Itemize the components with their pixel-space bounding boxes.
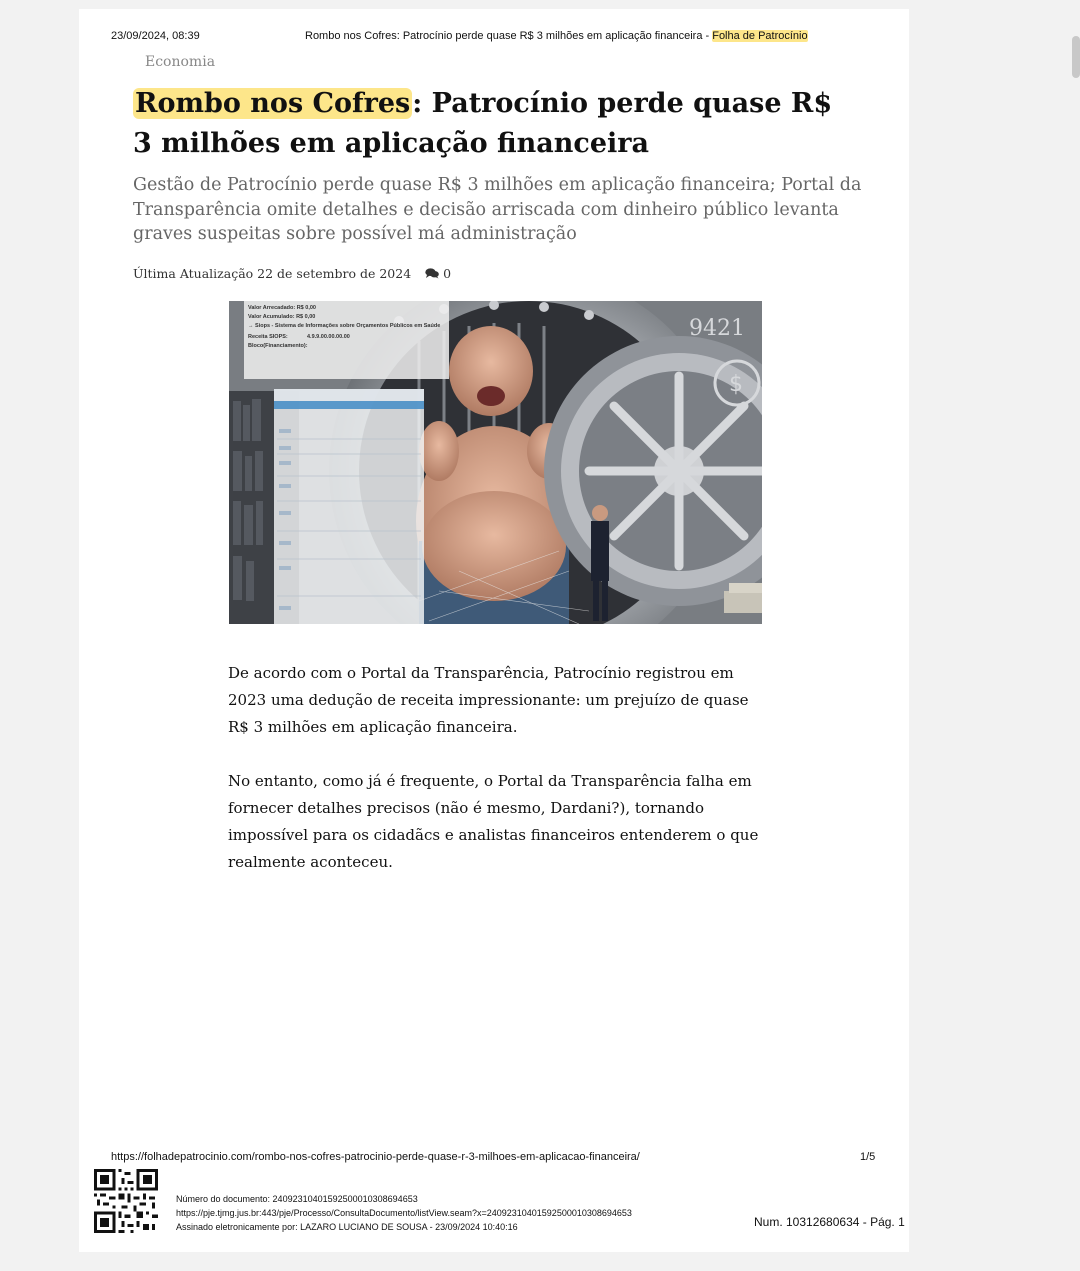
- vault-label: 9421: [689, 316, 745, 341]
- document-number: Número do documento: 24092310401592500010308694653: [176, 1194, 418, 1204]
- hero-illustration: [229, 301, 762, 624]
- article-meta: [133, 266, 451, 281]
- overlay-line-6: Bloco(Financiamento):: [248, 343, 308, 349]
- overlay-line-5: 4.9.9.00.00.00.00: [307, 334, 350, 340]
- overlay-line-1: Valor Arrecadado: R$ 0,00: [248, 305, 316, 311]
- print-site-name: Folha de Patrocínio: [712, 30, 808, 42]
- article-body: [228, 660, 768, 903]
- page-counter: 1/5: [860, 1151, 876, 1163]
- paragraph: De acordo com o Portal da Transparência, Patrocínio registrou em 2023 uma dedução de receita impressionante: um prejuízo de quase R$ 3 milhões em aplicação financeira.: [228, 664, 749, 736]
- document-link[interactable]: https://pje.tjmg.jus.br:443/pje/Processo/ConsultaDocumento/listView.seam?x=24092310401592500010308694653: [176, 1208, 632, 1218]
- article-category[interactable]: Economia: [145, 54, 216, 70]
- print-datetime: 23/09/2024, 08:39: [111, 30, 200, 42]
- headline-rest: : Patrocínio perde quase R$ 3 milhões em aplicação financeira: [133, 88, 833, 159]
- signature-block: [176, 1192, 632, 1234]
- overlay-line-3: → Siops - Sistema de Informações sobre Orçamentos Públicos em Saúde: [248, 323, 441, 329]
- signed-by: Assinado eletronicamente por: LAZARO LUCIANO DE SOUSA - 23/09/2024 10:40:16: [176, 1222, 518, 1232]
- comments-link[interactable]: [425, 266, 451, 281]
- scrollbar-thumb[interactable]: [1072, 36, 1080, 78]
- comments-icon: [425, 268, 439, 279]
- article-headline: [133, 84, 853, 164]
- article-subtitle: Gestão de Patrocínio perde quase R$ 3 milhões em aplicação financeira; Portal da Transparência omite detalhes e decisão arriscada com dinheiro público levanta graves suspeitas sobre possível má administração: [133, 175, 862, 244]
- overlay-line-2: Valor Acumulado: R$ 0,00: [248, 314, 316, 320]
- print-url[interactable]: https://folhadepatrocinio.com/rombo-nos-cofres-patrocinio-perde-quase-r-3-milhoes-em-aplicacao-financeira/: [111, 1151, 640, 1163]
- svg-text:$: $: [729, 372, 743, 397]
- print-title: [305, 30, 808, 42]
- document-page-number: Num. 10312680634 - Pág. 1: [754, 1215, 905, 1229]
- headline-highlight: Rombo nos Cofres: [135, 88, 411, 119]
- comment-count: 0: [443, 266, 452, 281]
- print-title-text: Rombo nos Cofres: Patrocínio perde quase R$ 3 milhões em aplicação financeira -: [305, 30, 713, 42]
- hero-image: [229, 301, 762, 624]
- qr-code-icon: [94, 1169, 158, 1233]
- last-updated: Última Atualização 22 de setembro de 2024: [133, 266, 412, 281]
- paragraph: No entanto, como já é frequente, o Portal da Transparência falha em fornecer detalhes precisos (não é mesmo, Dardani?), tornando impossível para os cidadãcs e analistas financeiros entenderem o que realmente aconteceu.: [228, 772, 759, 871]
- overlay-line-4: Receita SIOPS:: [248, 334, 288, 340]
